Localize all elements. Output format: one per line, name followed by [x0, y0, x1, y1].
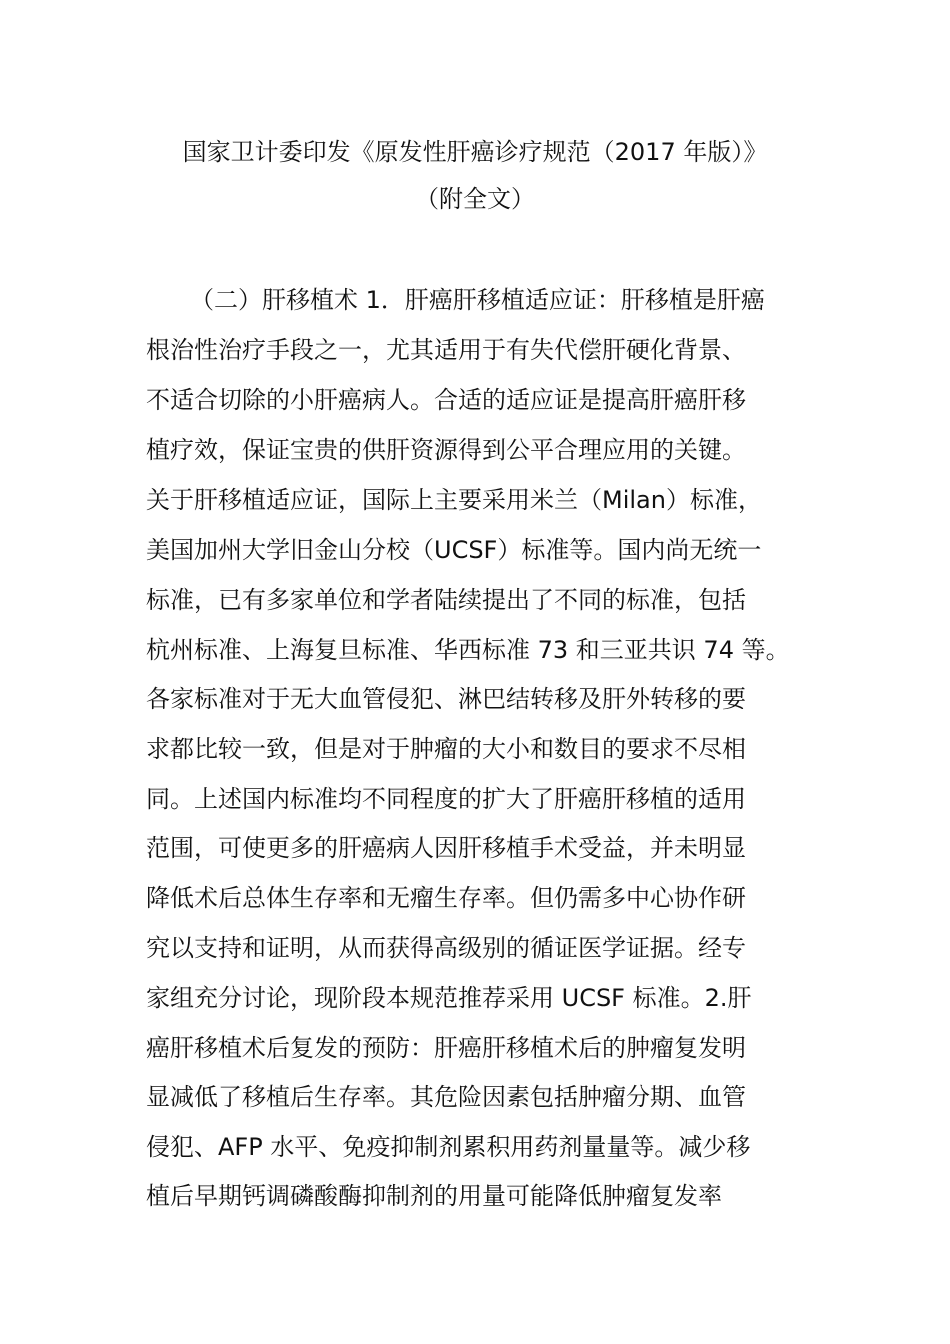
paragraph-line: （二）肝移植术 1．肝癌肝移植适应证：肝移植是肝癌 [190, 286, 765, 314]
paragraph-line: 标准，已有多家单位和学者陆续提出了不同的标准，包括 [146, 586, 746, 614]
paragraph-line: 各家标准对于无大血管侵犯、淋巴结转移及肝外转移的要 [146, 685, 746, 713]
paragraph-line: 根治性治疗手段之一，尤其适用于有失代偿肝硬化背景、 [146, 336, 746, 364]
paragraph-line: 侵犯、AFP 水平、免疫抑制剂累积用药剂量量等。减少移 [146, 1133, 751, 1161]
paragraph-line: 杭州标准、上海复旦标准、华西标准 73 和三亚共识 74 等。 [146, 636, 790, 664]
paragraph-line: 植后早期钙调磷酸酶抑制剂的用量可能降低肿瘤复发率 [146, 1182, 722, 1210]
paragraph-line: 美国加州大学旧金山分校（UCSF）标准等。国内尚无统一 [146, 536, 762, 564]
paragraph-line: 降低术后总体生存率和无瘤生存率。但仍需多中心协作研 [146, 884, 746, 912]
document-title: 国家卫计委印发《原发性肝癌诊疗规范（2017 年版）》 [182, 138, 768, 166]
paragraph-line: 关于肝移植适应证，国际上主要采用米兰（Milan）标准， [146, 486, 762, 514]
paragraph-line: 同。上述国内标准均不同程度的扩大了肝癌肝移植的适用 [146, 785, 746, 813]
paragraph-line: 家组充分讨论，现阶段本规范推荐采用 UCSF 标准。2.肝 [146, 984, 752, 1012]
paragraph-line: 究以支持和证明，从而获得高级别的循证医学证据。经专 [146, 934, 746, 962]
paragraph-line: 癌肝移植术后复发的预防：肝癌肝移植术后的肿瘤复发明 [146, 1034, 746, 1062]
paragraph-line: 范围，可使更多的肝癌病人因肝移植手术受益，并未明显 [146, 834, 746, 862]
paragraph-line: 不适合切除的小肝癌病人。合适的适应证是提高肝癌肝移 [146, 386, 746, 414]
paragraph-line: 植疗效，保证宝贵的供肝资源得到公平合理应用的关键。 [146, 436, 746, 464]
document-subtitle: （附全文） [415, 185, 535, 213]
paragraph-line: 显减低了移植后生存率。其危险因素包括肿瘤分期、血管 [146, 1083, 746, 1111]
paragraph-line: 求都比较一致，但是对于肿瘤的大小和数目的要求不尽相 [146, 735, 746, 763]
